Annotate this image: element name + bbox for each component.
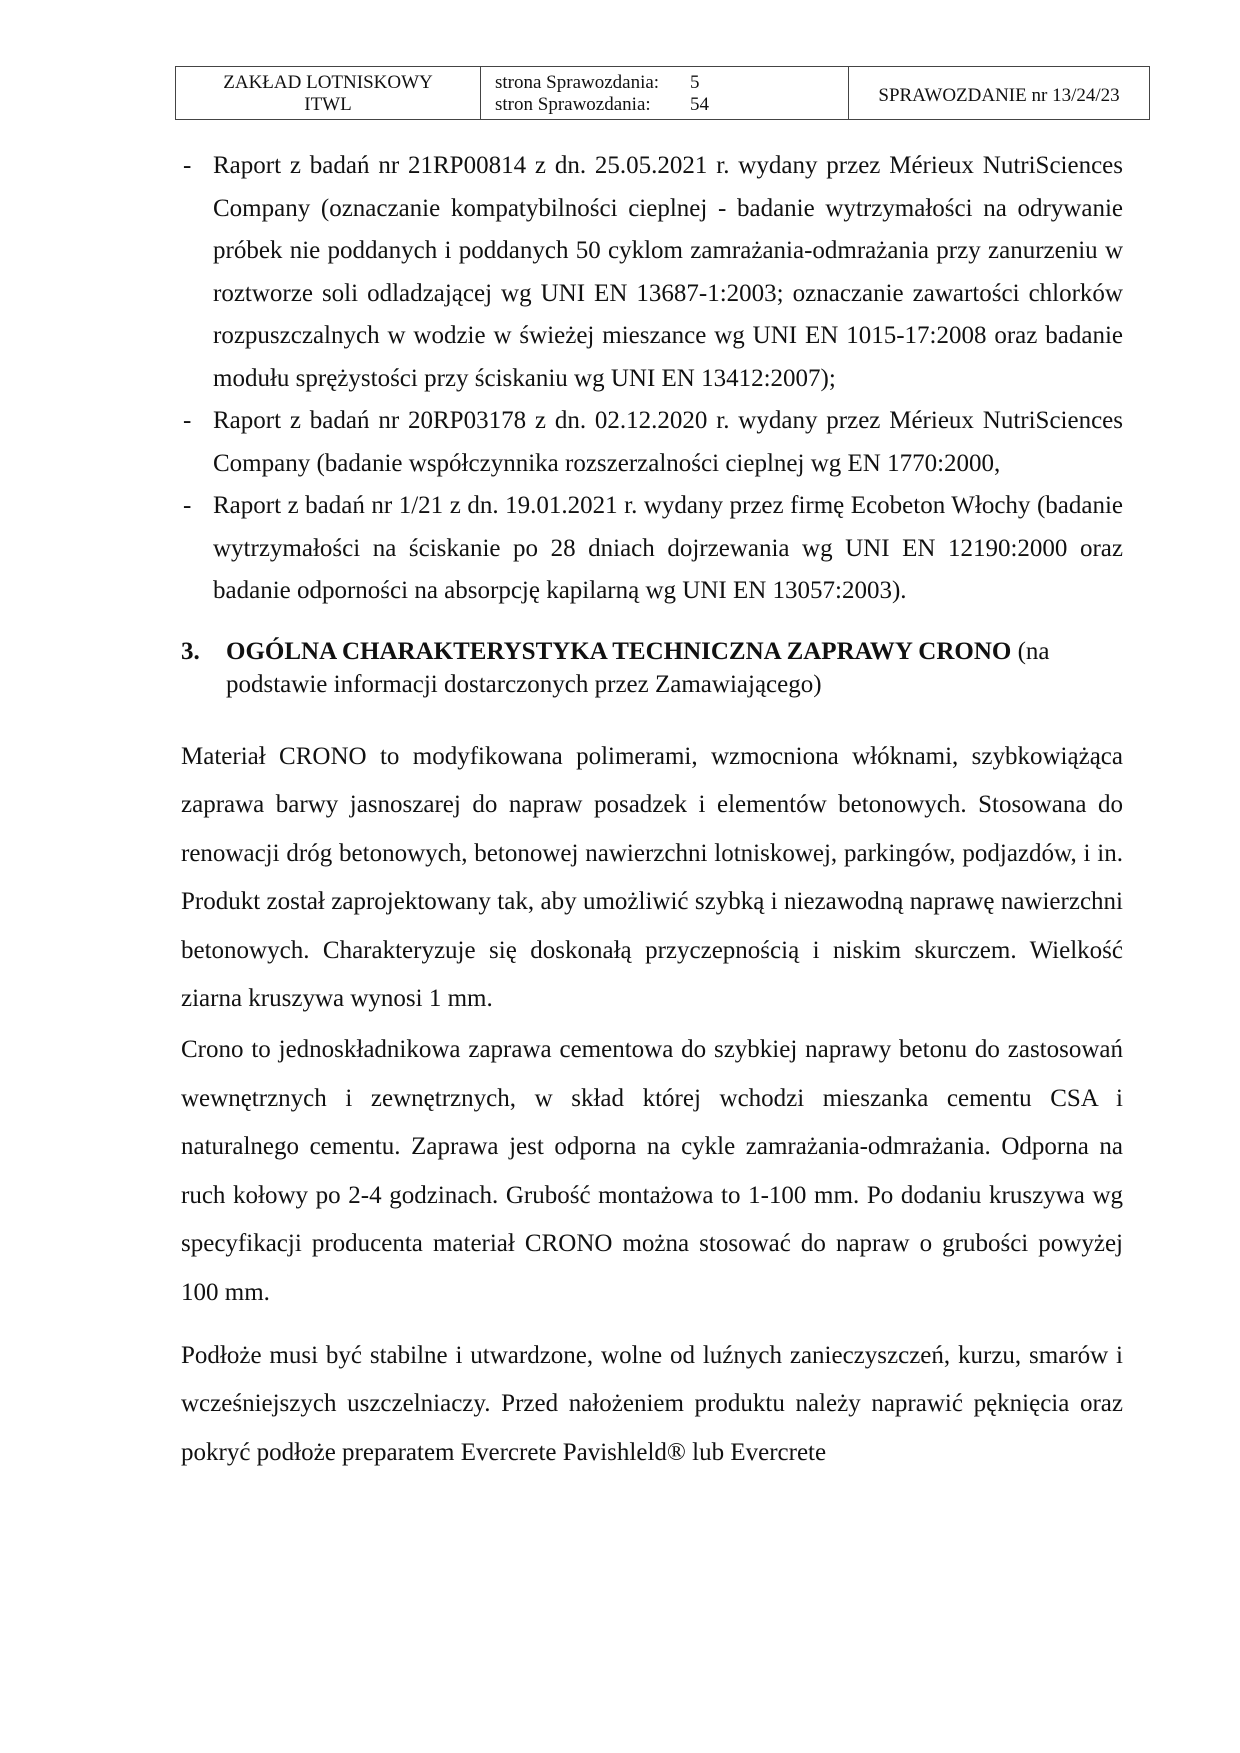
reports-list bbox=[181, 145, 1123, 613]
list-dash: - bbox=[183, 152, 192, 179]
header-pages-row bbox=[495, 94, 848, 116]
paragraph: Podłoże musi być stabilne i utwardzone, wolne od luźnych zanieczyszczeń, kurzu, smarów i wcześniejszych uszczelniaczy. Przed nałożeniem produktu należy naprawić pęknięcia oraz pokryć podłoże preparatem Evercrete Pavishleld® lub Evercrete bbox=[181, 1341, 1123, 1466]
paragraph: Materiał CRONO to modyfikowana polimerami, wzmocniona włóknami, szybkowiążąca zaprawa barwy jasnoszarej do napraw posadzek i elementów betonowych. Stosowana do renowacji dróg betonowych, betonowej nawierzchni lotniskowej, parkingów, podjazdów, i in. Produkt został zaprojektowany tak, aby umożliwić szybką i niezawodną naprawę nawierzchni betonowych. Charakteryzuje się doskonałą przyczepnością i niskim skurczem. Wielkość ziarna kruszywa wynosi 1 mm. bbox=[181, 742, 1123, 1013]
list-dash: - bbox=[183, 407, 192, 434]
list-item-text: Raport z badań nr 21RP00814 z dn. 25.05.2021 r. wydany przez Mérieux NutriSciences Company (oznaczanie kompatybilności cieplnej - badanie wytrzymałości na odrywanie próbek nie poddanych i poddanych 50 cyklom zamrażania-odmrażania przy zanurzeniu w roztworze soli odladzającej wg UNI EN 13687-1:2003; oznaczanie zawartości chlorków rozpuszczalnych w wodzie w świeżej mieszance wg UNI EN 1015-17:2008 oraz badanie modułu sprężystości przy ściskaniu wg UNI EN 13412:2007); bbox=[213, 152, 1123, 392]
list-item bbox=[181, 485, 1123, 613]
list-item-text: Raport z badań nr 20RP03178 z dn. 02.12.2020 r. wydany przez Mérieux NutriSciences Company (badanie współczynnika rozszerzalności cieplnej wg EN 1770:2000, bbox=[213, 407, 1123, 477]
paragraph: Crono to jednoskładnikowa zaprawa cementowa do szybkiej naprawy betonu do zastosowań wewnętrznych i zewnętrznych, w skład której wchodzi mieszanka cementu CSA i naturalnego cementu. Zaprawa jest odporna na cykle zamrażania-odmrażania. Odporna na ruch kołowy po 2-4 godzinach. Grubość montażowa to 1-100 mm. Po dodaniu kruszywa wg specyfikacji producenta materiał CRONO można stosować do napraw o grubości powyżej 100 mm. bbox=[181, 1036, 1123, 1307]
header-page-number: 5 bbox=[690, 72, 700, 93]
header-report-number: SPRAWOZDANIE nr 13/24/23 bbox=[878, 85, 1120, 106]
list-item bbox=[181, 145, 1123, 400]
list-dash: - bbox=[183, 492, 192, 519]
list-item-text: Raport z badań nr 1/21 z dn. 19.01.2021 r. wydany przez firmę Ecobeton Włochy (badanie wytrzymałości na ściskanie po 28 dniach dojrzewania wg UNI EN 12190:2000 oraz badanie odporności na absorpcję kapilarną wg UNI EN 13057:2003). bbox=[213, 492, 1123, 604]
report-header-table bbox=[175, 66, 1150, 120]
section-heading bbox=[181, 635, 1123, 701]
header-page-row bbox=[495, 72, 848, 94]
section-title bbox=[226, 635, 1123, 701]
section-title-note: (na podstawie informacji dostarczonych przez Zamawiającego) bbox=[226, 637, 1050, 698]
header-pages-total: 54 bbox=[690, 94, 709, 115]
header-org-name: ZAKŁAD LOTNISKOWY bbox=[223, 72, 433, 93]
header-page-info bbox=[481, 67, 849, 119]
section-number: 3. bbox=[181, 637, 200, 665]
header-organization bbox=[176, 67, 481, 119]
header-page-label: strona Sprawozdania: bbox=[495, 72, 660, 93]
list-item bbox=[181, 400, 1123, 485]
header-pages-label: stron Sprawozdania: bbox=[495, 94, 651, 115]
section-title-bold: OGÓLNA CHARAKTERYSTYKA TECHNICZNA ZAPRAWY CRONO bbox=[226, 637, 1012, 665]
document-body bbox=[181, 145, 1123, 1477]
header-org-abbrev: ITWL bbox=[304, 94, 352, 115]
